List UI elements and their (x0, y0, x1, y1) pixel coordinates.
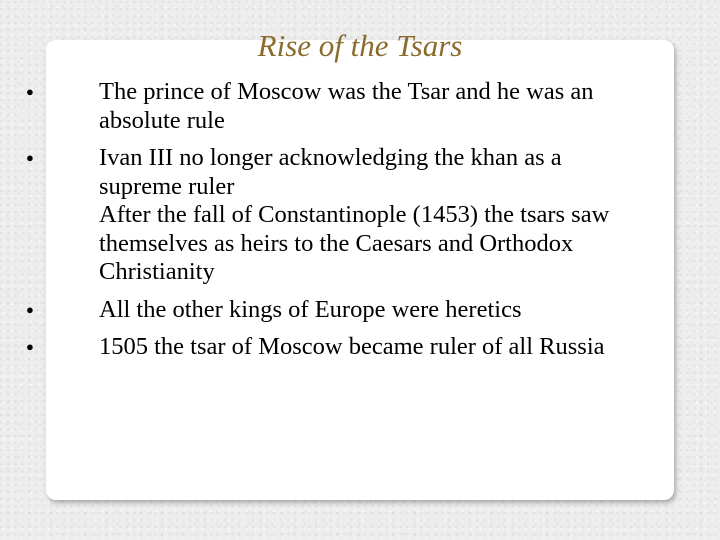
bullet-list (26, 78, 646, 371)
bullet-text: All the other kings of Europe were heretics (99, 295, 522, 323)
bullet-item (26, 78, 646, 135)
bullet-dot-icon: ● (26, 301, 34, 317)
bullet-continuation-text: After the fall of Constantinople (1453) the tsars saw themselves as heirs to the Caesars and Orthodox Christianity (99, 201, 610, 285)
bullet-dot-icon: ● (26, 84, 34, 99)
bullet-text: The prince of Moscow was the Tsar and he was an absolute rule (99, 78, 594, 134)
bullet-dot-icon: ● (26, 339, 34, 354)
bullet-text: 1505 the tsar of Moscow became ruler of all Russia (99, 333, 605, 360)
bullet-text: Ivan III no longer acknowledging the khan as a supreme ruler (99, 144, 562, 200)
bullet-item (26, 296, 646, 325)
bullet-item (26, 144, 646, 201)
bullet-item (26, 333, 646, 362)
bullet-dot-icon: ● (26, 150, 34, 165)
slide-title: Rise of the Tsars (257, 28, 463, 63)
